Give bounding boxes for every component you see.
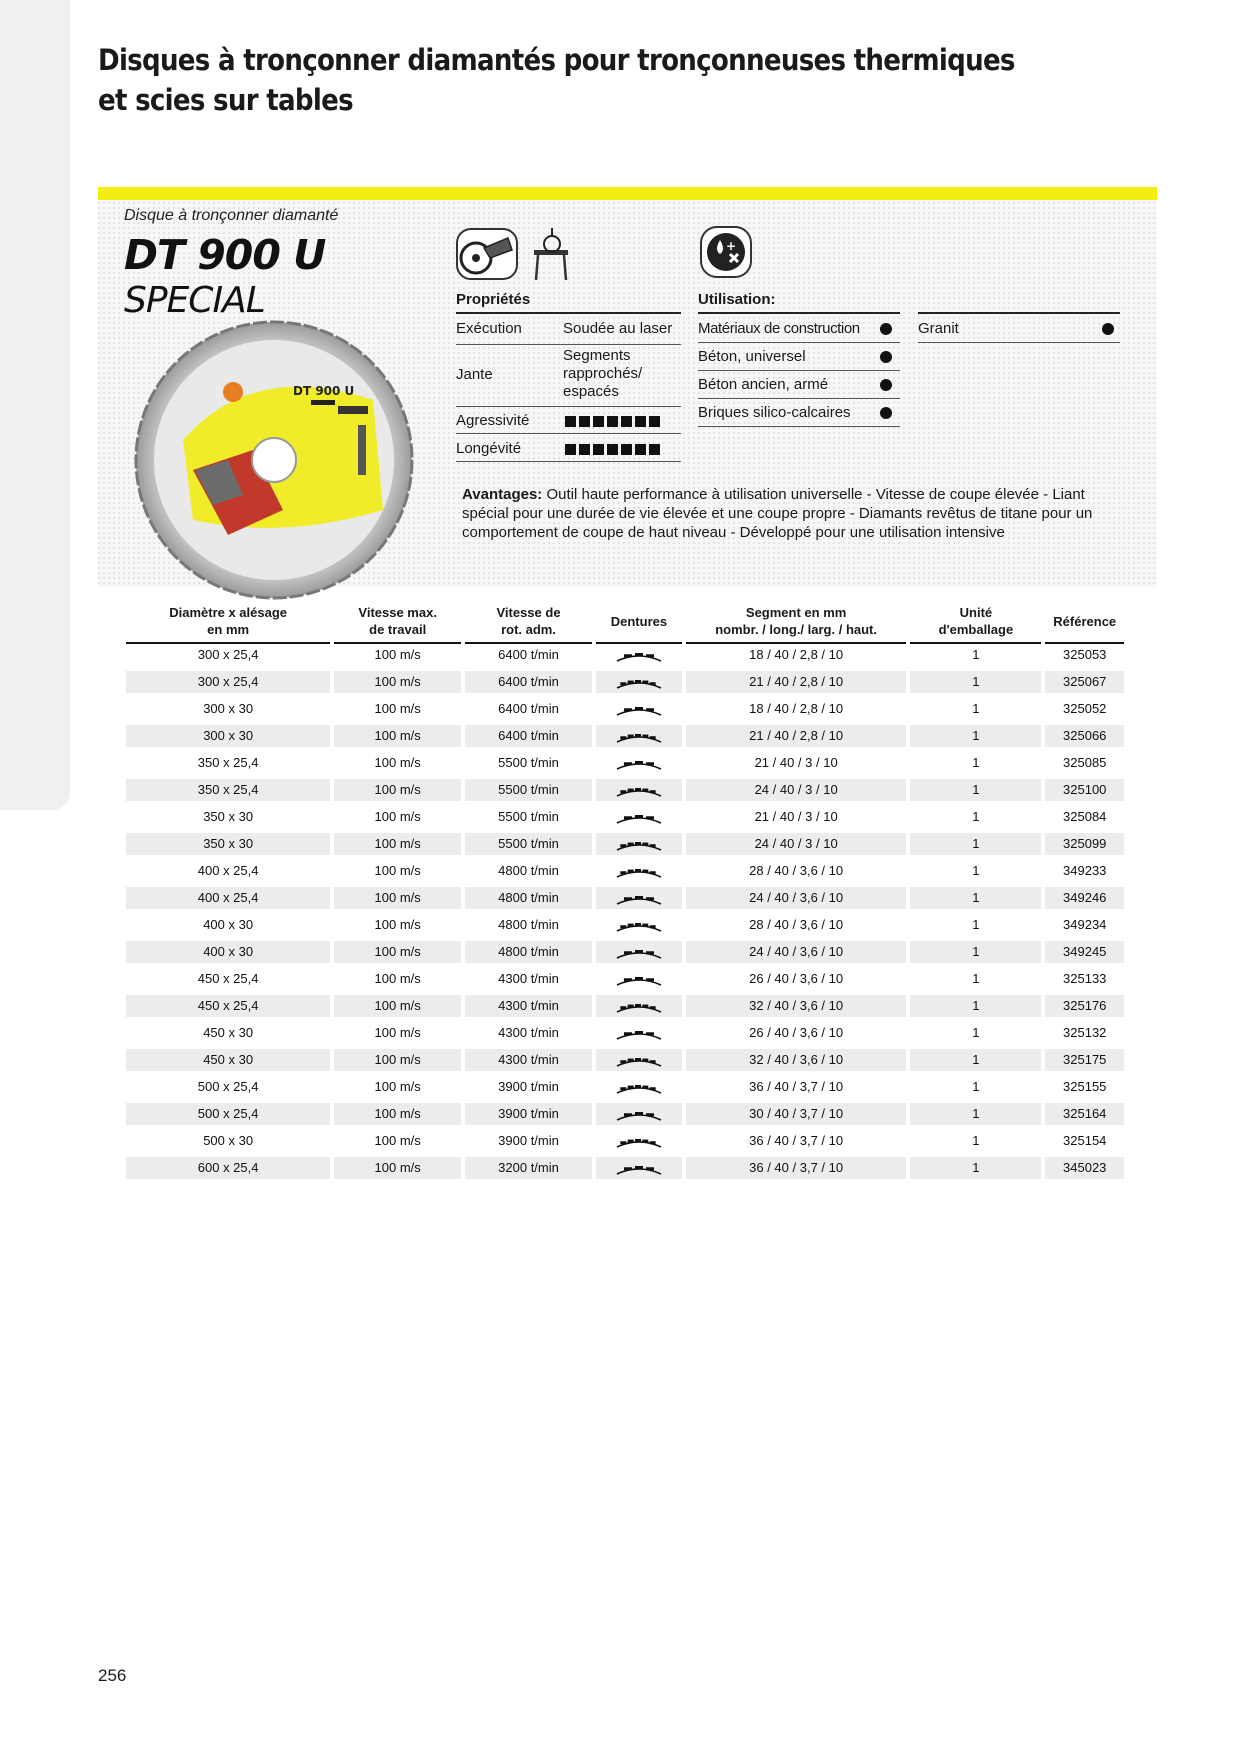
product-name: DT 900 U (124, 231, 326, 279)
table-cell: 325085 (1045, 752, 1124, 779)
svg-text:+: + (726, 239, 737, 253)
rating-block (635, 444, 646, 455)
table-row (126, 968, 1124, 995)
table-cell: 4800 t/min (465, 914, 592, 941)
page-number: 256 (98, 1666, 127, 1685)
table-cell: 3900 t/min (465, 1130, 592, 1157)
table-cell: 4300 t/min (465, 1049, 592, 1076)
table-cell: 100 m/s (334, 779, 461, 806)
table-row (126, 1130, 1124, 1157)
accent-bar (98, 187, 1157, 200)
table-cell: 350 x 30 (126, 806, 330, 833)
table-cell: 4300 t/min (465, 968, 592, 995)
divider (456, 461, 681, 462)
table-cell: 1 (910, 995, 1041, 1022)
table-cell: 21 / 40 / 2,8 / 10 (686, 671, 906, 698)
table-cell: 300 x 30 (126, 725, 330, 752)
table-cell: 26 / 40 / 3,6 / 10 (686, 968, 906, 995)
table-cell: 32 / 40 / 3,6 / 10 (686, 1049, 906, 1076)
table-cell (596, 995, 682, 1022)
table-cell: 1 (910, 752, 1041, 779)
table-row (126, 779, 1124, 806)
table-cell: 325067 (1045, 671, 1124, 698)
table-cell: 345023 (1045, 1157, 1124, 1184)
table-cell: 1 (910, 860, 1041, 887)
table-cell: 21 / 40 / 3 / 10 (686, 752, 906, 779)
table-cell: 5500 t/min (465, 806, 592, 833)
table-row (126, 1157, 1124, 1184)
table-cell: 325132 (1045, 1022, 1124, 1049)
dense-segment-icon (615, 1054, 663, 1068)
divider (456, 433, 681, 434)
property-label-longevite: Longévité (456, 440, 522, 457)
table-cell: 3900 t/min (465, 1103, 592, 1130)
table-header-cell: Vitesse de rot. adm. (465, 602, 592, 644)
table-row (126, 644, 1124, 671)
rating-block (607, 416, 618, 427)
table-cell: 100 m/s (334, 860, 461, 887)
rating-block (635, 416, 646, 427)
property-value-jante: Segments rapprochés/ espacés (563, 347, 643, 400)
table-cell: 500 x 25,4 (126, 1076, 330, 1103)
table-cell: 100 m/s (334, 1103, 461, 1130)
page-title: Disques à tronçonner diamantés pour tronçonneuses thermiques et scies sur tables (98, 43, 1015, 117)
narrow-segment-icon (615, 973, 663, 987)
table-cell: 325133 (1045, 968, 1124, 995)
table-cell: 400 x 30 (126, 914, 330, 941)
table-cell: 100 m/s (334, 941, 461, 968)
dense-segment-icon (615, 730, 663, 744)
dense-segment-icon (615, 838, 663, 852)
table-cell: 6400 t/min (465, 725, 592, 752)
table-cell (596, 968, 682, 995)
product-subtitle: Disque à tronçonner diamanté (124, 207, 339, 224)
table-cell: 1 (910, 968, 1041, 995)
divider (456, 406, 681, 407)
utilisation-rule-2 (918, 312, 1120, 314)
table-cell: 1 (910, 1049, 1041, 1076)
use-dot (880, 323, 892, 335)
table-cell: 350 x 25,4 (126, 779, 330, 806)
spec-table (122, 602, 1128, 1184)
table-cell: 100 m/s (334, 833, 461, 860)
dense-segment-icon (615, 1000, 663, 1014)
table-cell: 4800 t/min (465, 941, 592, 968)
table-row (126, 887, 1124, 914)
dense-segment-icon (615, 1081, 663, 1095)
table-cell: 1 (910, 644, 1041, 671)
table-cell: 400 x 25,4 (126, 860, 330, 887)
table-cell: 325053 (1045, 644, 1124, 671)
table-cell: 500 x 25,4 (126, 1103, 330, 1130)
dense-segment-icon (615, 676, 663, 690)
table-cell: 450 x 30 (126, 1049, 330, 1076)
table-cell: 325100 (1045, 779, 1124, 806)
table-cell: 100 m/s (334, 1022, 461, 1049)
table-cell: 32 / 40 / 3,6 / 10 (686, 995, 906, 1022)
table-row (126, 941, 1124, 968)
table-cell (596, 779, 682, 806)
table-header-row (126, 602, 1124, 644)
table-cell: 28 / 40 / 3,6 / 10 (686, 860, 906, 887)
table-cell: 100 m/s (334, 671, 461, 698)
dense-segment-icon (615, 919, 663, 933)
divider (456, 344, 681, 345)
table-cell: 1 (910, 725, 1041, 752)
table-cell: 349246 (1045, 887, 1124, 914)
rating-block (621, 416, 632, 427)
use-item-3: Briques silico-calcaires (698, 404, 851, 421)
table-cell: 349245 (1045, 941, 1124, 968)
table-cell (596, 941, 682, 968)
table-body (126, 644, 1124, 1184)
table-cell: 325155 (1045, 1076, 1124, 1103)
table-cell: 18 / 40 / 2,8 / 10 (686, 698, 906, 725)
use-item-2: Béton ancien, armé (698, 376, 829, 393)
use-dot (880, 407, 892, 419)
table-cell: 6400 t/min (465, 671, 592, 698)
table-row (126, 833, 1124, 860)
utilisation-rule (698, 312, 900, 314)
table-cell: 300 x 25,4 (126, 671, 330, 698)
table-cell: 325154 (1045, 1130, 1124, 1157)
table-cell: 325066 (1045, 725, 1124, 752)
table-cell (596, 644, 682, 671)
table-cell (596, 1157, 682, 1184)
narrow-segment-icon (615, 757, 663, 771)
table-cell: 400 x 30 (126, 941, 330, 968)
table-cell: 4300 t/min (465, 995, 592, 1022)
table-cell: 24 / 40 / 3,6 / 10 (686, 941, 906, 968)
table-cell: 1 (910, 1103, 1041, 1130)
table-cell: 4800 t/min (465, 887, 592, 914)
table-row (126, 671, 1124, 698)
table-cell: 24 / 40 / 3,6 / 10 (686, 887, 906, 914)
table-header-cell: Référence (1045, 602, 1124, 644)
use-item-0: Matériaux de construction (698, 320, 860, 337)
table-cell: 349233 (1045, 860, 1124, 887)
table-cell: 100 m/s (334, 644, 461, 671)
dense-segment-icon (615, 1135, 663, 1149)
narrow-segment-icon (615, 1108, 663, 1122)
property-label-agressivite: Agressivité (456, 412, 530, 429)
table-cell (596, 1049, 682, 1076)
table-cell: 3200 t/min (465, 1157, 592, 1184)
divider (918, 342, 1120, 343)
table-cell: 350 x 25,4 (126, 752, 330, 779)
table-cell (596, 752, 682, 779)
table-cell: 36 / 40 / 3,7 / 10 (686, 1157, 906, 1184)
table-row (126, 1076, 1124, 1103)
divider (698, 426, 900, 427)
table-cell: 1 (910, 1157, 1041, 1184)
table-cell: 1 (910, 1022, 1041, 1049)
table-cell: 600 x 25,4 (126, 1157, 330, 1184)
table-cell: 28 / 40 / 3,6 / 10 (686, 914, 906, 941)
table-cell: 325175 (1045, 1049, 1124, 1076)
use-item-1: Béton, universel (698, 348, 806, 365)
table-cell (596, 887, 682, 914)
table-cell: 1 (910, 779, 1041, 806)
longevity-rating (565, 444, 660, 455)
table-cell: 18 / 40 / 2,8 / 10 (686, 644, 906, 671)
table-cell (596, 1130, 682, 1157)
advantages-label: Avantages: (462, 486, 543, 503)
table-header-cell: Dentures (596, 602, 682, 644)
table-cell: 100 m/s (334, 914, 461, 941)
table-cell: 500 x 30 (126, 1130, 330, 1157)
dense-segment-icon (615, 865, 663, 879)
narrow-segment-icon (615, 892, 663, 906)
rating-block (621, 444, 632, 455)
table-row (126, 725, 1124, 752)
table-cell: 36 / 40 / 3,7 / 10 (686, 1130, 906, 1157)
dense-segment-icon (615, 784, 663, 798)
table-cell: 4800 t/min (465, 860, 592, 887)
table-cell: 450 x 25,4 (126, 995, 330, 1022)
table-cell (596, 806, 682, 833)
table-row (126, 1103, 1124, 1130)
table-cell (596, 1022, 682, 1049)
use-dot (1102, 323, 1114, 335)
table-cell: 100 m/s (334, 1049, 461, 1076)
table-row (126, 995, 1124, 1022)
table-cell: 5500 t/min (465, 779, 592, 806)
table-cell: 325084 (1045, 806, 1124, 833)
table-header-cell: Segment en mm nombr. / long./ larg. / haut. (686, 602, 906, 644)
narrow-segment-icon (615, 649, 663, 663)
table-cell: 100 m/s (334, 1130, 461, 1157)
advantages-text (462, 485, 1132, 542)
divider (698, 342, 900, 343)
table-row (126, 1022, 1124, 1049)
advantages-body: Outil haute performance à utilisation universelle - Vitesse de coupe élevée - Liant spécial pour une durée de vie élevée et une coupe propre - Diamants revêtus de titane pour un comportement de coupe de haut niveau - Développé pour une utilisation intensive (462, 486, 1093, 541)
table-cell (596, 833, 682, 860)
divider (698, 398, 900, 399)
table-cell: 1 (910, 671, 1041, 698)
rating-block (593, 444, 604, 455)
table-cell: 26 / 40 / 3,6 / 10 (686, 1022, 906, 1049)
table-cell (596, 1103, 682, 1130)
table-cell: 325099 (1045, 833, 1124, 860)
table-cell: 1 (910, 806, 1041, 833)
property-value-execution: Soudée au laser (563, 320, 673, 337)
cut-off-saw-icon (456, 228, 518, 280)
disc-label: DT 900 U (293, 384, 355, 398)
use-item-granit: Granit (918, 320, 959, 337)
table-cell: 100 m/s (334, 968, 461, 995)
table-saw-icon (530, 226, 572, 282)
table-cell: 100 m/s (334, 887, 461, 914)
table-row (126, 806, 1124, 833)
aggressiveness-rating (565, 416, 660, 427)
table-cell: 6400 t/min (465, 644, 592, 671)
table-cell: 1 (910, 833, 1041, 860)
table-cell: 1 (910, 941, 1041, 968)
table-cell: 100 m/s (334, 995, 461, 1022)
table-cell (596, 1076, 682, 1103)
table-cell: 400 x 25,4 (126, 887, 330, 914)
property-label-jante: Jante (456, 366, 493, 383)
diamond-disc-image (133, 320, 415, 600)
table-cell: 325052 (1045, 698, 1124, 725)
rating-block (579, 444, 590, 455)
property-label-execution: Exécution (456, 320, 522, 337)
table-cell (596, 914, 682, 941)
table-cell: 100 m/s (334, 725, 461, 752)
table-cell: 100 m/s (334, 698, 461, 725)
table-cell: 349234 (1045, 914, 1124, 941)
table-cell (596, 725, 682, 752)
table-cell: 350 x 30 (126, 833, 330, 860)
table-cell: 36 / 40 / 3,7 / 10 (686, 1076, 906, 1103)
wet-dry-cutting-icon (700, 226, 752, 278)
rating-block (579, 416, 590, 427)
table-row (126, 1049, 1124, 1076)
table-cell: 100 m/s (334, 752, 461, 779)
narrow-segment-icon (615, 1027, 663, 1041)
table-cell: 1 (910, 887, 1041, 914)
table-cell: 300 x 30 (126, 698, 330, 725)
narrow-segment-icon (615, 1162, 663, 1176)
table-cell: 21 / 40 / 2,8 / 10 (686, 725, 906, 752)
table-cell: 100 m/s (334, 1157, 461, 1184)
left-margin-band (0, 0, 70, 810)
table-cell: 100 m/s (334, 1076, 461, 1103)
narrow-segment-icon (615, 811, 663, 825)
table-header-cell: Vitesse max. de travail (334, 602, 461, 644)
rating-block (649, 444, 660, 455)
table-cell: 4300 t/min (465, 1022, 592, 1049)
table-header-cell: Unité d'emballage (910, 602, 1041, 644)
table-cell: 30 / 40 / 3,7 / 10 (686, 1103, 906, 1130)
narrow-segment-icon (615, 703, 663, 717)
table-cell: 1 (910, 1076, 1041, 1103)
table-cell: 325176 (1045, 995, 1124, 1022)
table-cell (596, 860, 682, 887)
table-cell: 100 m/s (334, 806, 461, 833)
rating-block (607, 444, 618, 455)
table-cell: 300 x 25,4 (126, 644, 330, 671)
table-row (126, 914, 1124, 941)
table-row (126, 860, 1124, 887)
rating-block (649, 416, 660, 427)
table-cell (596, 698, 682, 725)
table-cell (596, 671, 682, 698)
use-dot (880, 379, 892, 391)
product-variant: SPECIAL (124, 280, 265, 321)
narrow-segment-icon (615, 946, 663, 960)
table-cell: 3900 t/min (465, 1076, 592, 1103)
table-cell: 24 / 40 / 3 / 10 (686, 833, 906, 860)
rating-block (593, 416, 604, 427)
table-cell: 5500 t/min (465, 752, 592, 779)
rating-block (565, 416, 576, 427)
use-dot (880, 351, 892, 363)
table-cell: 1 (910, 914, 1041, 941)
properties-rule (456, 312, 681, 314)
table-cell: 1 (910, 698, 1041, 725)
table-cell: 5500 t/min (465, 833, 592, 860)
table-row (126, 752, 1124, 779)
table-header-cell: Diamètre x alésage en mm (126, 602, 330, 644)
table-cell: 21 / 40 / 3 / 10 (686, 806, 906, 833)
properties-heading: Propriétés (456, 291, 531, 308)
table-cell: 6400 t/min (465, 698, 592, 725)
table-cell: 450 x 30 (126, 1022, 330, 1049)
table-cell: 1 (910, 1130, 1041, 1157)
divider (698, 370, 900, 371)
rating-block (565, 444, 576, 455)
table-cell: 325164 (1045, 1103, 1124, 1130)
table-cell: 450 x 25,4 (126, 968, 330, 995)
table-cell: 24 / 40 / 3 / 10 (686, 779, 906, 806)
table-row (126, 698, 1124, 725)
utilisation-heading: Utilisation: (698, 291, 776, 308)
